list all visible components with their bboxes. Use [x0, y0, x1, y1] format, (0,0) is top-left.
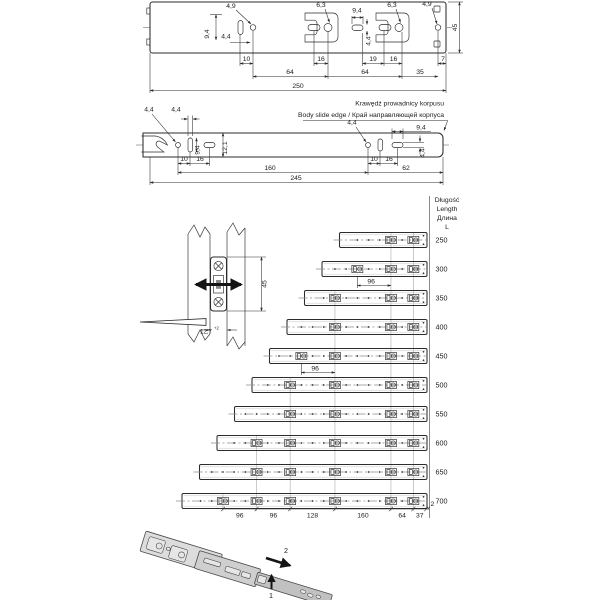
hole-dot — [379, 413, 381, 415]
hole-dot — [211, 500, 213, 502]
hole-dot — [312, 384, 314, 386]
hole-dot — [379, 239, 381, 241]
hole-dot — [200, 500, 202, 502]
hole-dot — [323, 413, 325, 415]
hole-dot — [368, 384, 370, 386]
dim-label: 64 — [286, 69, 294, 76]
rivet — [423, 467, 425, 469]
rivet — [423, 243, 425, 245]
hole-dot — [345, 442, 347, 444]
length-value: 700 — [435, 496, 448, 506]
hole-dot — [345, 326, 347, 328]
dim-label: 45 — [261, 280, 269, 288]
dim-label: 10 — [370, 156, 378, 163]
hole-dot — [278, 442, 280, 444]
hole-dot — [401, 297, 403, 299]
hole-dot — [278, 471, 280, 473]
dim-label: 4,4 — [419, 148, 427, 158]
chain-dim-label: 128 — [306, 512, 319, 520]
length-value: 300 — [435, 264, 448, 274]
hole-dot — [245, 413, 247, 415]
hole-dot — [312, 326, 314, 328]
dim-label: 12,7 — [200, 329, 212, 336]
hole-dot — [345, 384, 347, 386]
rivet — [423, 417, 425, 419]
dim-label: 16 — [385, 156, 393, 163]
dim-label: 4,4 — [144, 106, 154, 114]
hole-dot — [323, 500, 325, 502]
chain-end-label: 2 — [430, 501, 435, 508]
dim-label: 16 — [196, 156, 204, 163]
hole-dot — [211, 471, 213, 473]
hole-dot — [233, 471, 235, 473]
hole-dot — [267, 471, 269, 473]
length-value: 550 — [435, 409, 448, 419]
hole-dot — [278, 384, 280, 386]
top-view-drawing — [143, 1, 463, 93]
dim-label: 4,4 — [347, 119, 357, 127]
hole-dot — [401, 442, 403, 444]
hole-dot — [368, 297, 370, 299]
hole-dot — [312, 355, 314, 357]
dim-label: 35 — [416, 69, 424, 76]
rail-row — [211, 436, 448, 451]
hole-dot — [345, 413, 347, 415]
hole-dot — [301, 413, 303, 415]
hole-dot — [368, 471, 370, 473]
hole-group-slot — [409, 267, 412, 272]
hole-dot — [345, 355, 347, 357]
dim-label: 4,4 — [365, 36, 373, 46]
hole-dot — [379, 268, 381, 270]
hole-dot — [312, 500, 314, 502]
dim-tolerance: +2 — [214, 325, 219, 331]
hole-dot — [345, 297, 347, 299]
hole-dot — [379, 355, 381, 357]
hole-dot — [357, 297, 359, 299]
hole-dot — [312, 413, 314, 415]
rivet — [423, 293, 425, 295]
dim-label: 6,3 — [316, 2, 326, 9]
table-header-ru: Длина — [437, 215, 457, 222]
hole-dot — [379, 442, 381, 444]
hole-dot — [357, 239, 359, 241]
rail-row — [281, 320, 448, 335]
extend-arrow-label: 2 — [284, 546, 288, 555]
dim-label: 245 — [290, 175, 302, 182]
hole-dot — [357, 355, 359, 357]
hole-dot — [401, 268, 403, 270]
hole-dot — [401, 355, 403, 357]
rivet — [423, 475, 425, 477]
hole-dot — [401, 471, 403, 473]
length-value: 400 — [435, 322, 448, 332]
length-value: 600 — [435, 438, 448, 448]
hole-dot — [267, 442, 269, 444]
dim-label: 4,4 — [221, 33, 231, 41]
rivet — [423, 272, 425, 274]
table-header-l: L — [445, 224, 449, 231]
hole-dot — [368, 355, 370, 357]
length-value: 350 — [435, 293, 448, 303]
hole-dot — [345, 268, 347, 270]
chain-dim-label: 96 — [269, 512, 278, 520]
hole-dot — [278, 413, 280, 415]
hole-dot — [301, 471, 303, 473]
hole-dot — [301, 500, 303, 502]
rail-row — [264, 349, 448, 364]
hole-dot — [233, 500, 235, 502]
hole-dot — [357, 442, 359, 444]
hole-dot — [245, 442, 247, 444]
rivet — [423, 438, 425, 440]
hole-dot — [379, 384, 381, 386]
rivet — [423, 409, 425, 411]
dim-label: 96 — [367, 278, 375, 286]
dim-label: 9,4 — [204, 29, 211, 39]
dim-label: 96 — [311, 365, 319, 373]
rail-row — [246, 378, 448, 393]
hole-dot — [312, 471, 314, 473]
rivet — [423, 496, 425, 498]
rail-outline — [150, 2, 446, 53]
length-value: 500 — [435, 380, 448, 390]
hole-dot — [379, 297, 381, 299]
hole-dot — [357, 471, 359, 473]
rivet — [423, 359, 425, 361]
dim-label: 7 — [441, 56, 445, 63]
rail-row — [334, 233, 448, 248]
rivet — [423, 235, 425, 237]
hole-dot — [233, 442, 235, 444]
dim-label: 12,1 — [222, 141, 229, 155]
rail-row — [316, 262, 448, 277]
body-view-drawing — [136, 101, 452, 186]
hole-dot — [368, 239, 370, 241]
hole-dot — [357, 413, 359, 415]
rivet — [423, 351, 425, 353]
rivet — [423, 446, 425, 448]
hole-dot — [301, 326, 303, 328]
dim-label: 4,9 — [226, 3, 236, 10]
chain-dim-label: 64 — [398, 512, 406, 520]
dim-label: 45 — [452, 23, 459, 32]
hole-dot — [222, 471, 224, 473]
hole-dot — [323, 471, 325, 473]
dim-label: 62 — [402, 165, 410, 172]
table-header-pl: Długość — [434, 197, 460, 204]
press-arrow-label: 1 — [269, 591, 273, 600]
rivet — [423, 504, 425, 506]
chain-dim-label: 160 — [357, 512, 369, 520]
dim-label: 16 — [389, 56, 398, 63]
hole-dot — [401, 326, 403, 328]
rivet — [423, 264, 425, 266]
dim-label: 250 — [292, 83, 304, 90]
hole-dot — [368, 442, 370, 444]
chain-dim-label: 37 — [416, 512, 424, 520]
hole-dot — [368, 326, 370, 328]
hole-dot — [267, 384, 269, 386]
dim-label: 4,4 — [171, 106, 181, 114]
hole-dot — [379, 500, 381, 502]
length-value: 250 — [435, 235, 448, 245]
hole-dot — [345, 471, 347, 473]
dim-label: 16 — [317, 56, 325, 63]
hole-dot — [267, 413, 269, 415]
cross-section-drawing — [140, 223, 269, 349]
rivet — [423, 380, 425, 382]
dim-label: 9,4 — [416, 124, 426, 132]
hole-dot — [267, 500, 269, 502]
hole-dot — [368, 500, 370, 502]
dim-label: 10 — [242, 56, 251, 63]
hole-dot — [278, 500, 280, 502]
hole-dot — [334, 268, 336, 270]
hole-dot — [368, 413, 370, 415]
hole-dot — [323, 355, 325, 357]
hole-dot — [245, 471, 247, 473]
chain-dim-label: 96 — [235, 512, 244, 520]
pull-direction-arrow — [140, 319, 206, 326]
hole-dot — [323, 384, 325, 386]
dim-label: 160 — [264, 165, 276, 172]
rail-row — [194, 465, 448, 480]
hole-dot — [323, 442, 325, 444]
note-line2: Body slide edge / Край направляющей корпуса — [298, 112, 444, 119]
hole-dot — [357, 384, 359, 386]
hole-dot — [301, 442, 303, 444]
hole-dot — [345, 500, 347, 502]
isometric-view — [140, 531, 335, 600]
length-value: 450 — [435, 351, 448, 361]
dim-label: 10 — [180, 156, 188, 163]
rail-row — [299, 291, 448, 306]
hole-dot — [379, 471, 381, 473]
hole-dot — [323, 297, 325, 299]
hole-dot — [312, 442, 314, 444]
hole-dot — [245, 500, 247, 502]
hole-dot — [401, 239, 403, 241]
dim-label: 64 — [361, 69, 369, 76]
hole-dot — [323, 326, 325, 328]
rail-row — [229, 407, 448, 422]
inner-member — [254, 572, 332, 600]
rivet — [423, 322, 425, 324]
hole-dot — [401, 413, 403, 415]
hole-dot — [368, 268, 370, 270]
rail-row — [176, 494, 448, 509]
length-value: 650 — [435, 467, 448, 477]
hole-dot — [289, 355, 291, 357]
dim-label: 9,4 — [352, 7, 362, 15]
hole-dot — [401, 500, 403, 502]
dim-label: 6,3 — [387, 2, 397, 9]
hole-dot — [301, 384, 303, 386]
rivet — [423, 330, 425, 332]
rivet — [423, 388, 425, 390]
note-arrow — [444, 121, 448, 131]
hole-dot — [256, 413, 258, 415]
rivet — [423, 301, 425, 303]
hole-dot — [379, 326, 381, 328]
hole-dot — [357, 326, 359, 328]
hole-dot — [401, 384, 403, 386]
dim-label: 9,4 — [194, 145, 202, 155]
dim-label: 4,9 — [422, 1, 432, 8]
dim-label: 19 — [369, 56, 377, 63]
extend-arrow — [266, 558, 290, 566]
table-header-en: Length — [436, 206, 458, 213]
hole-dot — [357, 500, 359, 502]
hole-dot — [278, 355, 280, 357]
length-ladder — [176, 196, 460, 520]
note-line1: Krawędź prowadnicy korpusu — [355, 100, 444, 108]
